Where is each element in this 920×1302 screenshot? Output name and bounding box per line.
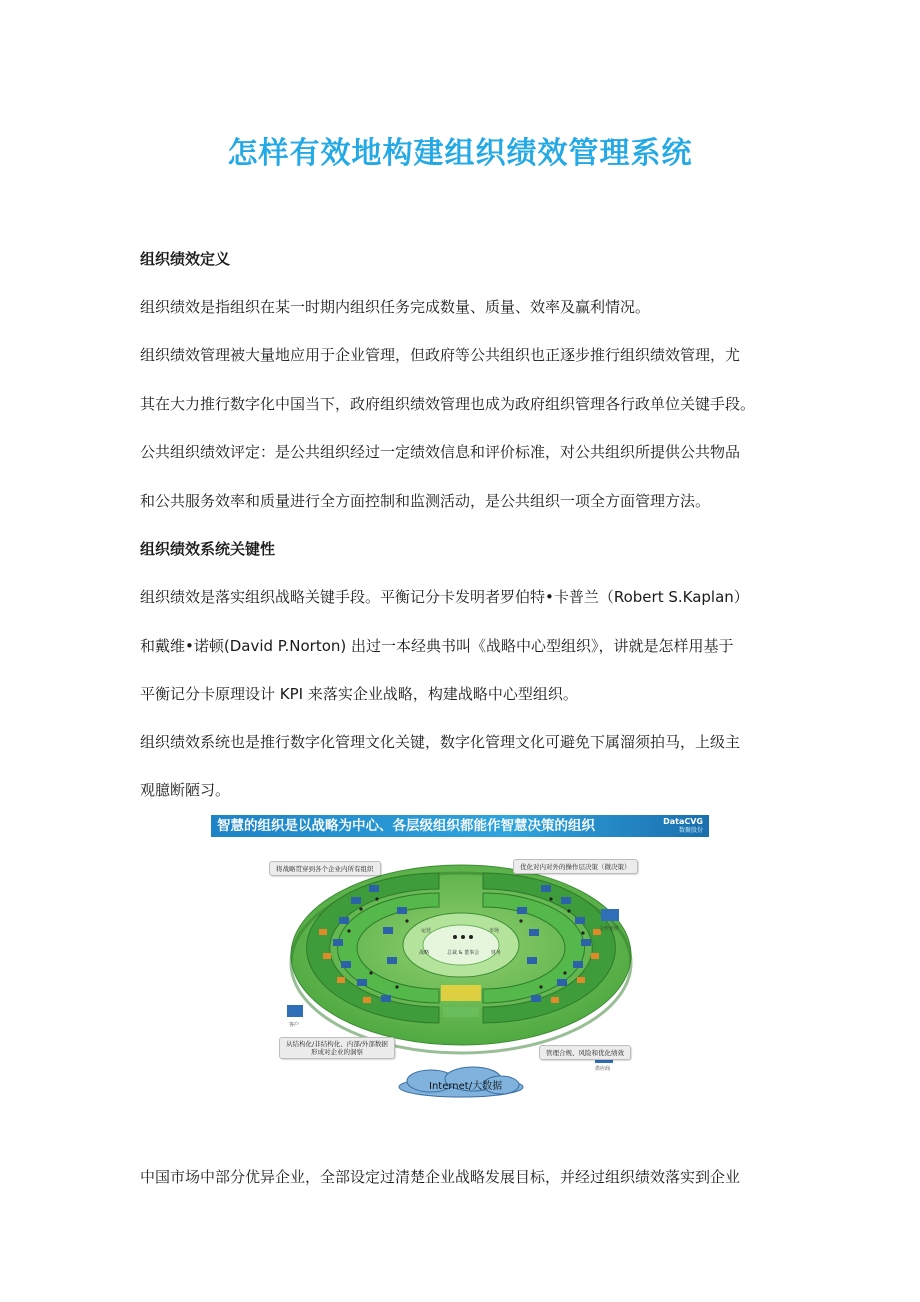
paragraph-line: 和戴维•诺顿(David P.Norton) 出过一本经典书叫《战略中心型组织》，讲就是怎样用基于	[140, 637, 734, 655]
section-heading-definition: 组织绩效定义	[140, 250, 231, 268]
ops-strip	[443, 1007, 479, 1017]
center-top-right-label: 市场	[489, 928, 500, 934]
paragraph-line: 观臆断陋习。	[140, 781, 231, 799]
paragraph-line: 其在大力推行数字化中国当下，政府组织绩效管理也成为政府组织管理各行政单位关键手段。	[140, 395, 756, 413]
label-partner: 合作伙伴	[599, 926, 620, 932]
center-label: 总裁 & 董事会	[447, 950, 480, 956]
paragraph-line: 组织绩效是落实组织战略关键手段。平衡记分卡发明者罗伯特•卡普兰（Robert S.Kaplan）	[140, 588, 749, 606]
paragraph-line: 组织绩效系统也是推行数字化管理文化关键，数字化管理文化可避免下属溜须拍马，上级主	[140, 733, 741, 751]
callout-bottom-right: 管理合规、风险和优化绩效	[539, 1045, 631, 1060]
callout-bottom-left: 从结构化/非结构化、内部/外部数据 形成对企业的洞察	[279, 1037, 395, 1059]
paragraph-line: 平衡记分卡原理设计 KPI 来落实企业战略，构建战略中心型组织。	[140, 685, 578, 703]
paragraph-line: 中国市场中部分优异企业，全部设定过清楚企业战略发展目标，并经过组织绩效落实到企业	[140, 1168, 741, 1186]
callout-top-right: 优化对内对外的操作层决策（微决策）	[513, 859, 638, 874]
ring-diagram	[211, 837, 709, 1099]
page-title: 怎样有效地构建组织绩效管理系统	[227, 136, 693, 171]
figure-banner	[211, 815, 709, 837]
label-customer: 客户	[289, 1022, 300, 1028]
center-core	[423, 925, 502, 965]
paragraph-line: 公共组织绩效评定：是公共组织经过一定绩效信息和评价标准，对公共组织所提供公共物品	[140, 443, 741, 461]
banner-text: 智慧的组织是以战略为中心、各层级组织都能作智慧决策的组织	[217, 818, 595, 834]
label-supplier: 供应商	[595, 1066, 611, 1072]
section-heading-importance: 组织绩效系统关键性	[140, 540, 276, 558]
cloud-label: Internet/大数据	[429, 1081, 503, 1092]
center-left-label: 战略	[419, 950, 430, 956]
center-right-label: 财务	[491, 950, 502, 956]
center-top-left-label: 运营	[421, 928, 432, 934]
paragraph-line: 组织绩效是指组织在某一时期内组织任务完成数量、质量、效率及赢利情况。	[140, 298, 651, 316]
partner-building-icon	[601, 909, 619, 921]
customer-building-icon	[287, 1005, 303, 1017]
company-logo: DataCVG 数聚股份	[663, 817, 703, 834]
strategy-organization-figure	[211, 815, 709, 1099]
paragraph-line: 和公共服务效率和质量进行全方面控制和监测活动，是公共组织一项全方面管理方法。	[140, 492, 711, 510]
callout-top-left: 将战略贯穿到各个企业内所有组织	[269, 861, 381, 876]
paragraph-line: 组织绩效管理被大量地应用于企业管理，但政府等公共组织也正逐步推行组织绩效管理，尤	[140, 346, 741, 364]
strategy-strip	[441, 985, 481, 1001]
